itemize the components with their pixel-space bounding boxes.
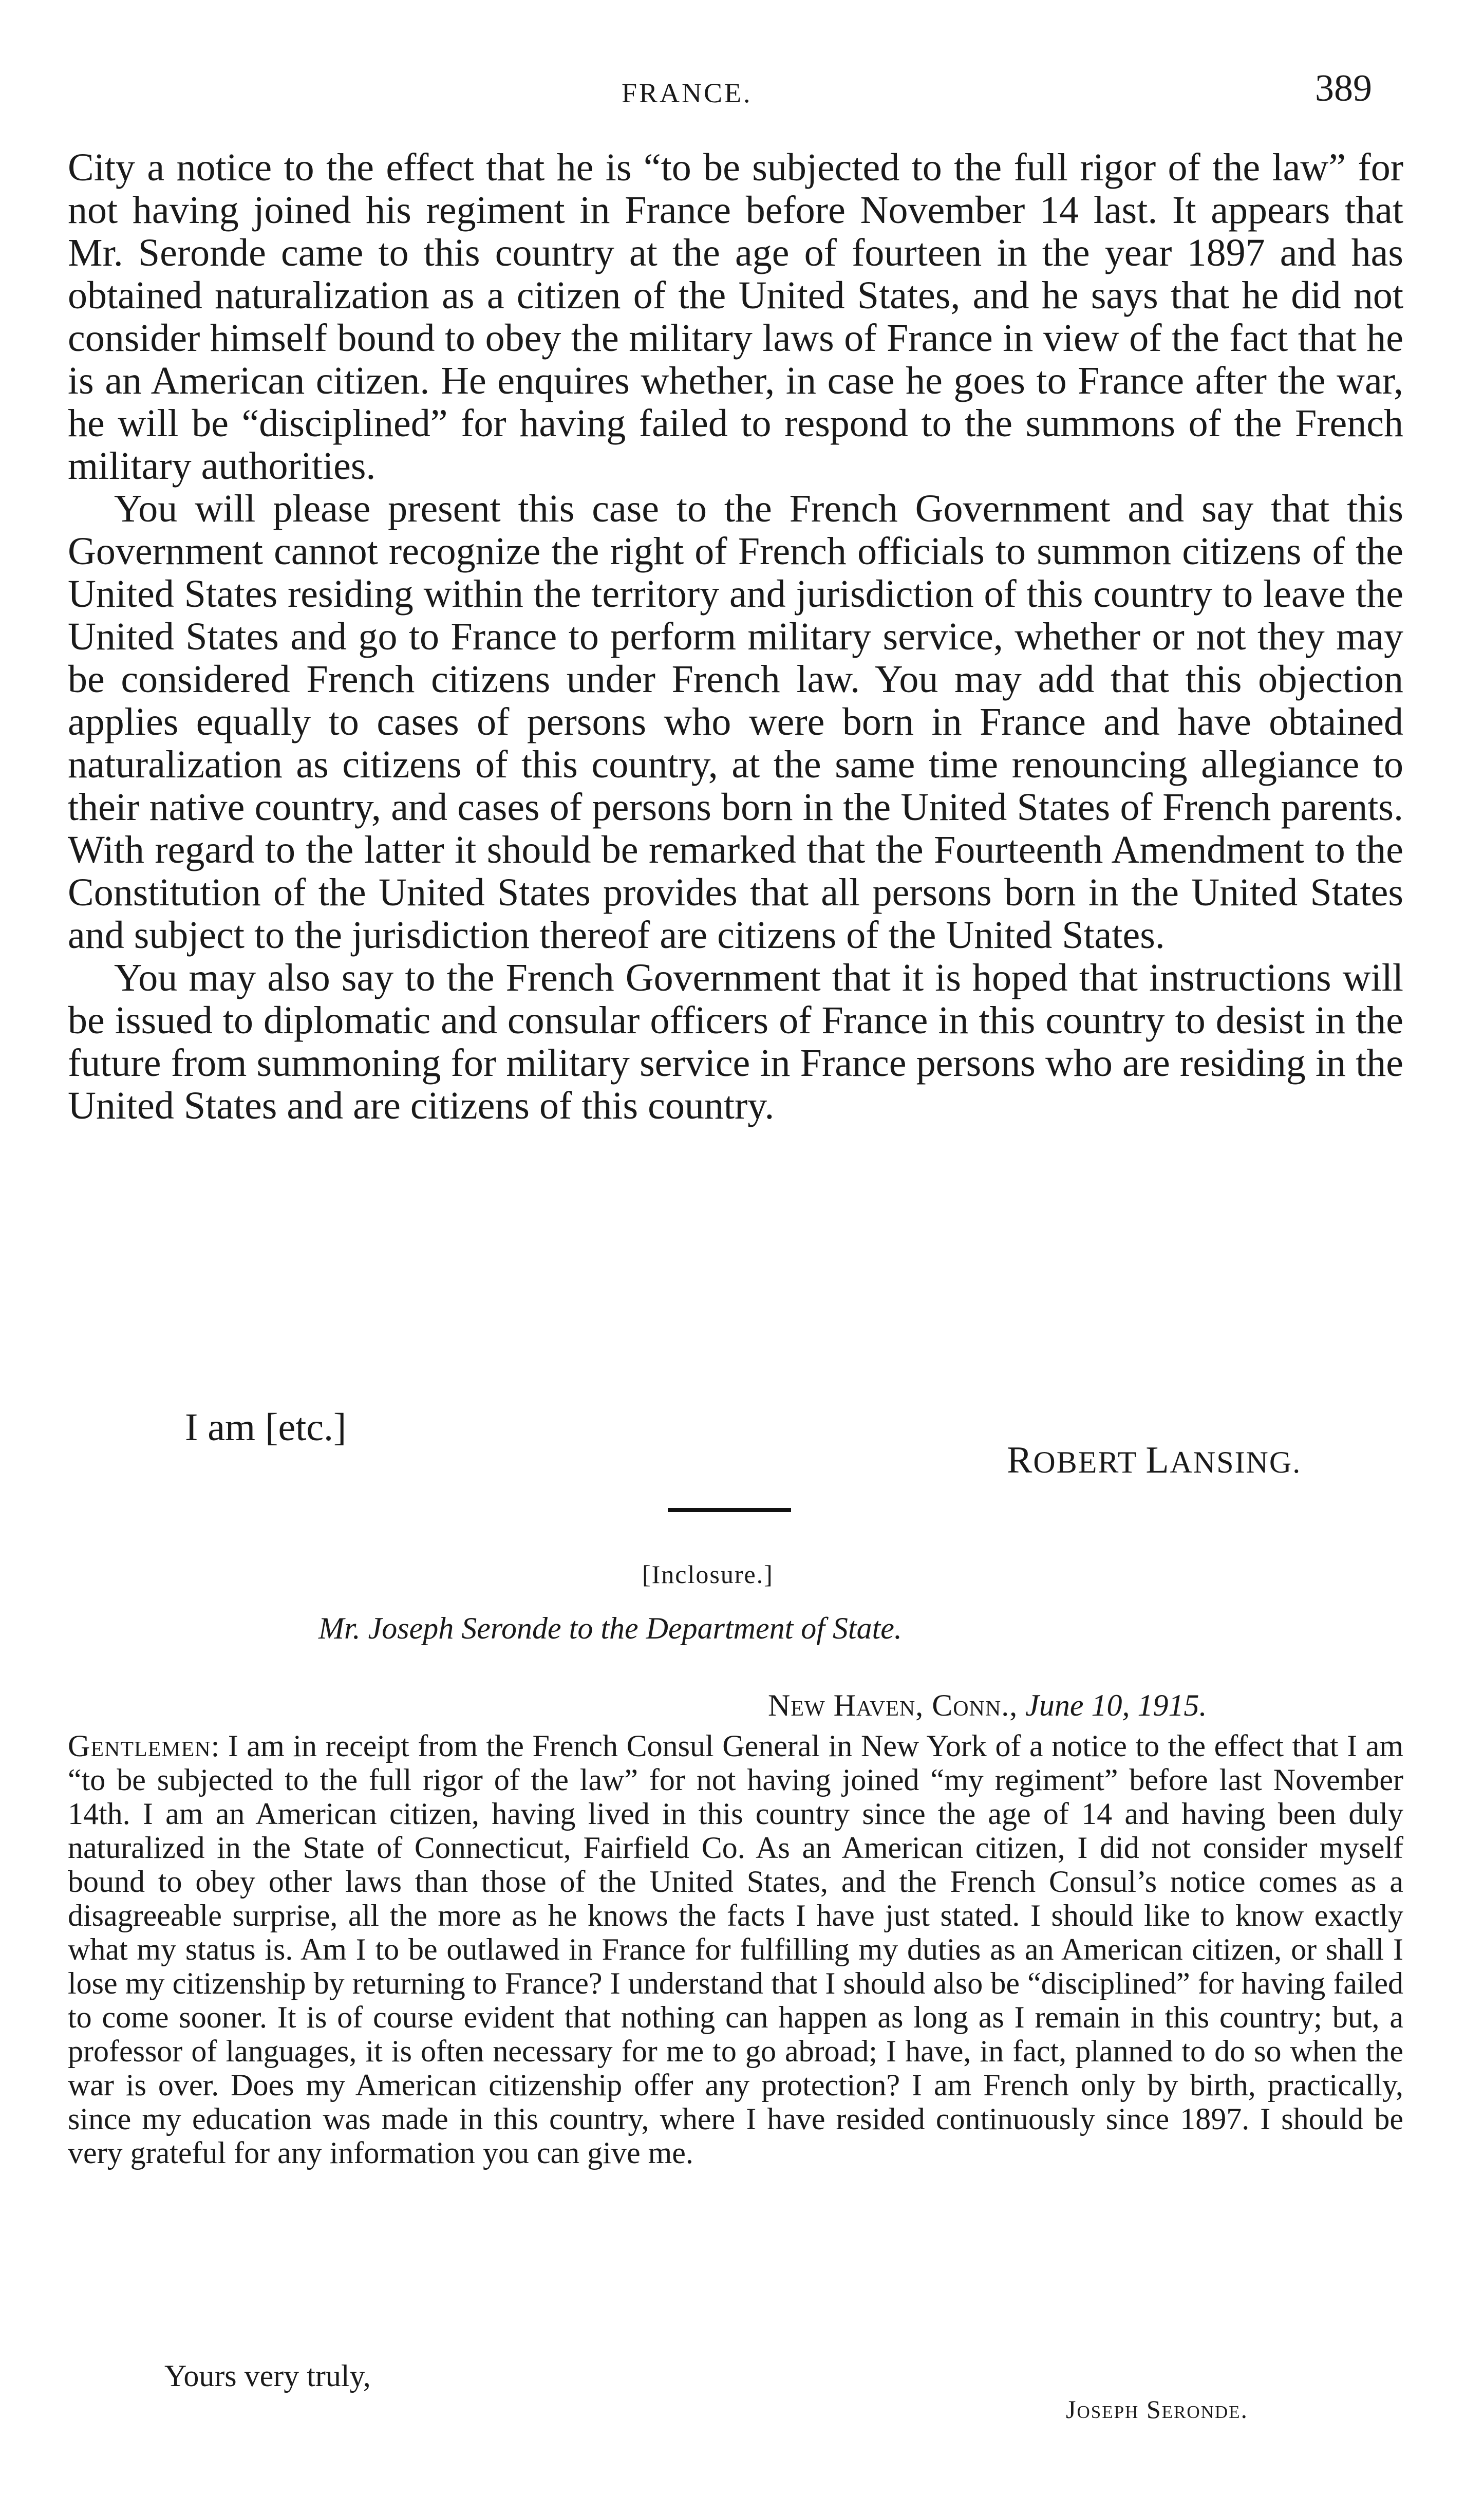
dateline (768, 1688, 1207, 1723)
signature-initial-last: L (1145, 1439, 1170, 1481)
dateline-place: New Haven, Conn., (768, 1688, 1018, 1722)
enclosure-title: Mr. Joseph Seronde to the Department of State. (318, 1611, 902, 1645)
page-number: 389 (1315, 67, 1372, 109)
closing-line: I am [etc.] (185, 1406, 347, 1449)
paragraph-2: You will please present this case to the French Government and say that this Government cannot recognize the right of French officials to summon citizens of the United States residing within the territory and jurisdiction of this country to leave the United States and go to France to perform military service, whether or not they may be considered French citizens under French law. You may add that this objection applies equally to cases of persons who were born in France and have obtained naturalization as citizens of this country, at the same time renouncing allegiance to their native country, and cases of persons born in the United States of French parents. With regard to the latter it should be remarked that the Fourteenth Amendment to the Constitution of the United States provides that all persons born in the United States and subject to the jurisdiction thereof are citizens of the United States. (68, 487, 1403, 957)
salutation: Gentlemen (68, 1729, 211, 1763)
signature-seronde: Joseph Seronde. (1066, 2395, 1249, 2424)
inclosure-label: [Inclosure.] (642, 1560, 774, 1589)
signature-lansing (1007, 1439, 1301, 1482)
running-title: FRANCE. (622, 78, 753, 108)
signature-first-name: OBERT (1033, 1445, 1137, 1479)
enclosure-body (68, 1729, 1403, 2170)
paragraph-1: City a notice to the effect that he is “to be subjected to the full rigor of the law” for not having joined his regiment in France before November 14 last. It appears that Mr. Seronde came to this country at the age of fourteen in the year 1897 and has obtained naturalization as a citizen of the United States, and he says that he did not consider himself bound to obey the military laws of France in view of the fact that he is an American citizen. He enquires whether, in case he goes to France after the war, he will be “disciplined” for having failed to respond to the summons of the French military authorities. (68, 146, 1403, 488)
enclosure-body-text: : I am in receipt from the French Consul General in New York of a notice to the effect that I am “to be subjected to the full rigor of the law” for not having joined “my regiment” before last November 14th. I am an American citizen, having lived in this country since the age of 14 and having been duly naturalized in the State of Connecticut, Fairfield Co. As an American citizen, I did not consider myself bound to obey other laws than those of the United States, and the French Consul’s notice comes as a disagreeable surprise, all the more as he knows the facts I have just stated. I should like to know exactly what my status is. Am I to be outlawed in France for fulfilling my duties as an American citizen, or shall I lose my citizenship by returning to France? I understand that I should also be “disciplined” for having failed to come sooner. It is of course evident that nothing can happen as long as I remain in this country; but, a professor of languages, it is often necessary for me to go abroad; I have, in fact, planned to do so when the war is over. Does my American citizenship offer any protection? I am French only by birth, practically, since my education was made in this country, where I have resided continuously since 1897. I should be very grateful for any information you can give me. (68, 1729, 1403, 2170)
letter-main-text (68, 146, 1403, 1127)
section-divider (668, 1508, 791, 1512)
signature-last-name: ANSING. (1170, 1445, 1302, 1479)
paragraph-3: You may also say to the French Government that it is hoped that instructions will be issued to diplomatic and consular officers of France in this country to desist in the future from summoning for military service in France persons who are residing in the United States and are citizens of this country. (68, 956, 1403, 1127)
signature-initial-first: R (1007, 1439, 1034, 1481)
enclosure-closing: Yours very truly, (164, 2359, 371, 2393)
dateline-date: June 10, 1915. (1025, 1688, 1207, 1722)
